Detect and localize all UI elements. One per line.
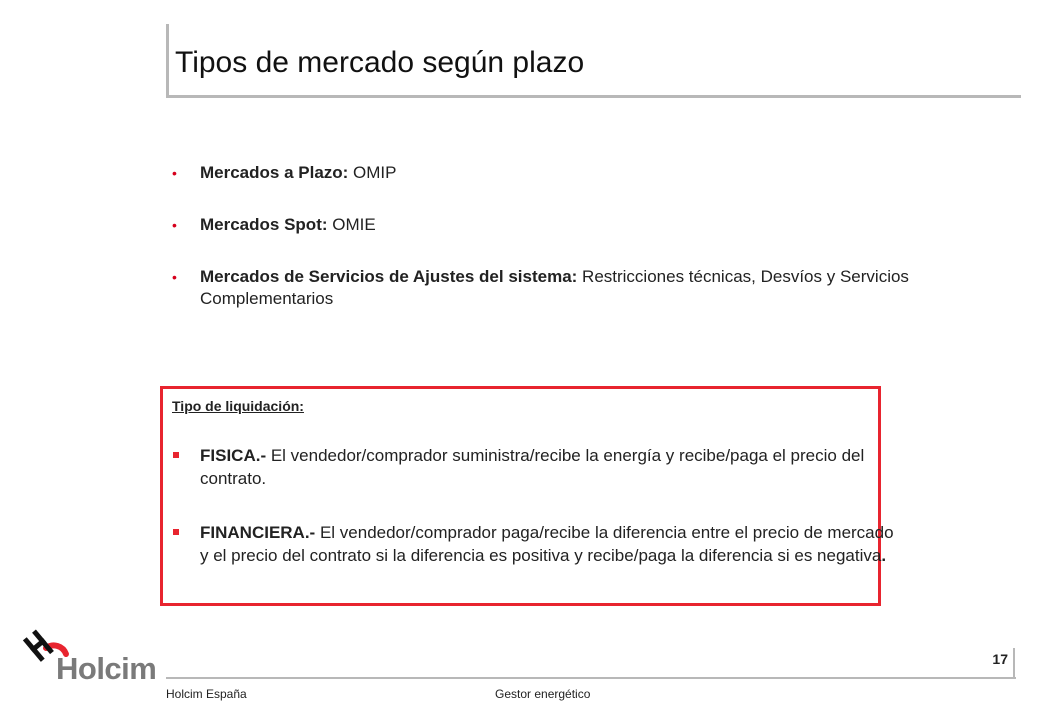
list-item xyxy=(172,266,932,310)
bullet-icon: • xyxy=(172,269,177,285)
settlement-box xyxy=(160,386,881,606)
settlement-item-fisica xyxy=(172,444,900,490)
item-label: FINANCIERA.- xyxy=(200,523,316,542)
footer-department: Gestor energético xyxy=(495,687,591,701)
square-bullet-icon xyxy=(173,452,179,458)
footer-divider xyxy=(1013,648,1015,678)
bullet-icon: • xyxy=(172,165,177,181)
list-item xyxy=(172,162,932,184)
settlement-heading: Tipo de liquidación: xyxy=(172,398,304,414)
footer-company: Holcim España xyxy=(166,687,247,701)
item-text: OMIE xyxy=(327,215,376,234)
item-text: El vendedor/comprador paga/recibe la diferencia entre el precio de mercado y el precio del contrato si la diferencia es positiva y recibe/paga la diferencia si es negativa xyxy=(200,523,894,565)
page-title: Tipos de mercado según plazo xyxy=(175,46,585,79)
item-end: . xyxy=(881,546,887,565)
item-text: OMIP xyxy=(348,163,397,182)
item-label: FISICA.- xyxy=(200,446,267,465)
list-item xyxy=(172,214,932,236)
settlement-item-financiera xyxy=(172,521,900,567)
item-text: El vendedor/comprador suministra/recibe la energía y recibe/paga el precio del contrato. xyxy=(200,446,865,488)
square-bullet-icon xyxy=(173,529,179,535)
footer-rule xyxy=(166,648,1016,679)
logo-wordmark: Holcim xyxy=(56,651,157,686)
bullet-icon: • xyxy=(172,217,177,233)
item-label: Mercados de Servicios de Ajustes del sistema: xyxy=(200,267,578,286)
item-label: Mercados a Plazo: xyxy=(200,163,349,182)
item-text: Restricciones técnicas, Desvíos y Servicios Complementarios xyxy=(200,267,909,308)
market-type-list xyxy=(172,162,932,340)
item-label: Mercados Spot: xyxy=(200,215,328,234)
page-number: 17 xyxy=(992,651,1008,667)
